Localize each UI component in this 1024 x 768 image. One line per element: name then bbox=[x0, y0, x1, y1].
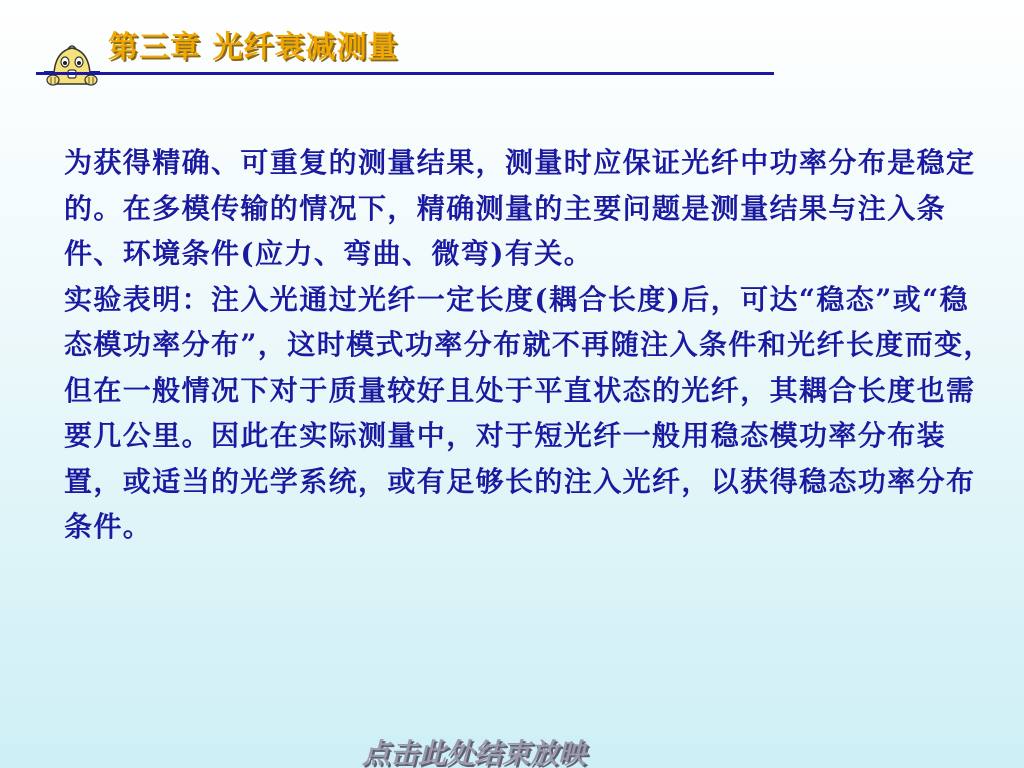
slide-header bbox=[0, 0, 1024, 90]
slide-title: 第三章 光纤衰减测量 bbox=[108, 30, 399, 65]
body-paragraph-2: 实验表明：注入光通过光纤一定长度(耦合长度)后，可达“稳态”或“稳态模功率分布”，这时模式功率分布就不再随注入条件和光纤长度而变，但在一般情况下对于质量较好且处于平直状态的光纤，其耦合长度也需要几公里。因此在实际测量中，对于短光纤一般用稳态模功率分布装置，或适当的光学系统，或有足够长的注入光纤，以获得稳态功率分布条件。 bbox=[64, 282, 993, 543]
title-underline bbox=[36, 72, 774, 75]
peeking-character-icon bbox=[44, 42, 100, 86]
body-paragraph-1: 为获得精确、可重复的测量结果，测量时应保证光纤中功率分布是稳定的。在多模传输的情况下，精确测量的主要问题是测量结果与注入条件、环境条件(应力、弯曲、微弯)有关。 bbox=[64, 146, 976, 270]
slide-body bbox=[64, 140, 994, 550]
end-show-button[interactable]: 点击此处结束放映 bbox=[362, 737, 587, 768]
